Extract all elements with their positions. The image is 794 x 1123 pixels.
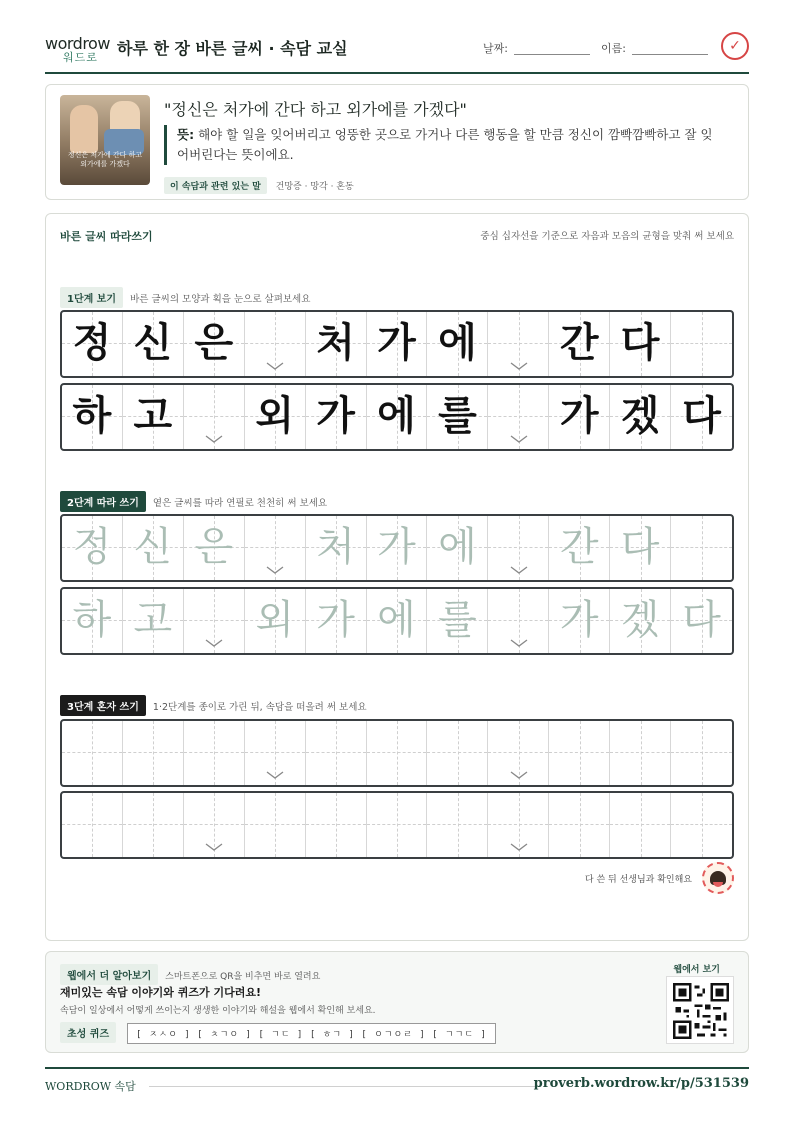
related-tag: 이 속담과 관련 있는 말 xyxy=(164,177,267,194)
step3-desc: 1·2단계를 종이로 가린 뒤, 속담을 떠올려 써 보세요 xyxy=(152,702,367,713)
grid-cell xyxy=(488,385,549,449)
grid-cell[interactable] xyxy=(671,516,732,580)
grid-cell xyxy=(610,385,671,449)
grid-character: 다 xyxy=(682,393,721,439)
date-label: 날짜: xyxy=(483,42,508,55)
grid-character: 고 xyxy=(133,597,173,643)
grid-cell[interactable] xyxy=(367,516,428,580)
practice-title: 바른 글씨 따라쓰기 xyxy=(60,230,153,243)
grid-cell xyxy=(427,385,488,449)
space-mark-icon xyxy=(510,843,528,851)
grid-character: 를 xyxy=(438,393,477,439)
logo-text: wordrow xyxy=(45,34,110,53)
grid-cell xyxy=(549,385,610,449)
grid-cell[interactable] xyxy=(367,721,428,785)
grid-cell[interactable] xyxy=(610,721,671,785)
grid-cell[interactable] xyxy=(62,721,123,785)
step3-row2[interactable] xyxy=(60,791,734,859)
web-info-box xyxy=(45,951,749,1053)
grid-character: 다 xyxy=(620,524,660,570)
space-mark-icon xyxy=(510,362,528,370)
web-badge: 웹에서 더 알아보기 xyxy=(60,964,158,985)
grid-character: 다 xyxy=(682,597,721,643)
grid-character: 가 xyxy=(377,524,416,570)
step3-header xyxy=(60,695,367,716)
space-mark-icon xyxy=(266,362,284,370)
grid-character: 신 xyxy=(133,524,173,570)
meaning-label: 뜻: xyxy=(177,127,195,142)
grid-cell[interactable] xyxy=(306,793,367,857)
web-description: 속담이 일상에서 어떻게 쓰이는지 생생한 이야기와 해설을 웹에서 확인해 보세요. xyxy=(60,1006,376,1016)
grid-cell[interactable] xyxy=(184,589,245,653)
grid-cell[interactable] xyxy=(549,721,610,785)
grid-character: 를 xyxy=(438,597,477,643)
grid-cell[interactable] xyxy=(62,589,123,653)
step2-row1[interactable] xyxy=(60,514,734,582)
grid-character: 신 xyxy=(133,320,173,366)
practice-hint: 중심 십자선을 기준으로 자음과 모음의 균형을 맞춰 써 보세요 xyxy=(480,231,734,242)
grid-cell[interactable] xyxy=(123,589,184,653)
grid-cell[interactable] xyxy=(488,721,549,785)
footer-brand: WORDROW 속담 xyxy=(45,1080,136,1093)
initial-quiz xyxy=(60,1022,496,1044)
grid-character: 하 xyxy=(72,393,112,439)
grid-cell xyxy=(306,312,367,376)
grid-cell[interactable] xyxy=(123,721,184,785)
grid-cell xyxy=(488,312,549,376)
grid-cell[interactable] xyxy=(610,589,671,653)
illustration-caption: 정신은 처가에 간다 하고 외가에를 가겠다 xyxy=(67,151,143,168)
grid-cell[interactable] xyxy=(549,589,610,653)
grid-cell[interactable] xyxy=(123,516,184,580)
step1-row2 xyxy=(60,383,734,451)
grid-character: 다 xyxy=(620,320,660,366)
grid-character: 외 xyxy=(255,393,294,439)
step3-badge: 3단계 혼자 쓰기 xyxy=(60,695,146,716)
grid-character: 간 xyxy=(559,320,599,366)
related-words-text: 건망증 · 망각 · 혼동 xyxy=(275,182,354,192)
step2-desc: 옅은 글씨를 따라 연필로 천천히 써 보세요 xyxy=(152,498,328,509)
quiz-box: [ ㅈㅅㅇ ] [ ㅊㄱㅇ ] [ ㄱㄷ ] [ ㅎㄱ ] [ ㅇㄱㅇㄹ ] [ ㄱㄱㄷ ] xyxy=(127,1023,496,1044)
check-note: 다 쓴 뒤 선생님과 확인해요 xyxy=(584,875,692,885)
step1-desc: 바른 글씨의 모양과 획을 눈으로 살펴보세요 xyxy=(130,294,311,305)
proverb-meaning xyxy=(164,125,724,165)
quiz-label: 초성 퀴즈 xyxy=(60,1022,116,1043)
grid-character: 가 xyxy=(316,393,355,439)
grid-character: 가 xyxy=(377,320,416,366)
grid-cell[interactable] xyxy=(427,516,488,580)
grid-cell xyxy=(671,385,732,449)
grid-cell[interactable] xyxy=(245,721,306,785)
grid-cell xyxy=(367,385,428,449)
grid-cell[interactable] xyxy=(488,793,549,857)
grid-character: 외 xyxy=(255,597,294,643)
step2-header xyxy=(60,491,327,512)
proverb-card xyxy=(45,84,749,200)
grid-cell xyxy=(62,312,123,376)
space-mark-icon xyxy=(266,566,284,574)
grid-character: 에 xyxy=(438,524,477,570)
grid-cell[interactable] xyxy=(427,589,488,653)
grid-cell[interactable] xyxy=(549,516,610,580)
grid-cell[interactable] xyxy=(671,721,732,785)
grid-cell xyxy=(367,312,428,376)
grid-character: 처 xyxy=(316,320,355,366)
grid-cell xyxy=(427,312,488,376)
teacher-stamp-icon xyxy=(702,862,734,894)
check-stamp-icon: ✓ xyxy=(721,32,749,60)
step3-row1[interactable] xyxy=(60,719,734,787)
name-field[interactable] xyxy=(601,40,708,56)
grid-cell[interactable] xyxy=(184,516,245,580)
grid-cell xyxy=(610,312,671,376)
grid-cell[interactable] xyxy=(549,793,610,857)
grid-character: 겠 xyxy=(620,393,660,439)
practice-section xyxy=(45,213,749,941)
space-mark-icon xyxy=(205,639,223,647)
grid-cell[interactable] xyxy=(671,589,732,653)
grid-cell[interactable] xyxy=(367,589,428,653)
grid-cell[interactable] xyxy=(427,793,488,857)
grid-cell[interactable] xyxy=(184,721,245,785)
space-mark-icon xyxy=(266,771,284,779)
date-field[interactable] xyxy=(483,40,590,56)
grid-cell[interactable] xyxy=(245,793,306,857)
footer-url[interactable]: proverb.wordrow.kr/p/531539 xyxy=(533,1076,749,1091)
grid-character: 하 xyxy=(72,597,112,643)
space-mark-icon xyxy=(510,639,528,647)
grid-character: 가 xyxy=(316,597,355,643)
grid-cell[interactable] xyxy=(306,721,367,785)
grid-cell xyxy=(123,385,184,449)
space-mark-icon xyxy=(205,843,223,851)
grid-cell xyxy=(245,312,306,376)
grid-cell[interactable] xyxy=(62,793,123,857)
grid-character: 정 xyxy=(72,320,112,366)
grid-character: 가 xyxy=(559,597,599,643)
grid-cell xyxy=(549,312,610,376)
grid-cell[interactable] xyxy=(306,589,367,653)
web-title xyxy=(60,964,320,985)
grid-character: 에 xyxy=(377,393,416,439)
page-header xyxy=(45,28,749,74)
space-mark-icon xyxy=(510,771,528,779)
qr-label: 웹에서 보기 xyxy=(673,965,720,975)
grid-character: 가 xyxy=(559,393,599,439)
step2-row2[interactable] xyxy=(60,587,734,655)
grid-cell[interactable] xyxy=(671,793,732,857)
grid-character: 고 xyxy=(133,393,173,439)
grid-character: 은 xyxy=(194,320,234,366)
grid-cell xyxy=(245,385,306,449)
step2-badge: 2단계 따라 쓰기 xyxy=(60,491,146,512)
grid-character: 간 xyxy=(559,524,599,570)
grid-character: 처 xyxy=(316,524,355,570)
grid-cell[interactable] xyxy=(306,516,367,580)
web-headline: 재미있는 속담 이야기와 퀴즈가 기다려요! xyxy=(60,986,261,999)
grid-cell[interactable] xyxy=(123,793,184,857)
grid-character: 은 xyxy=(194,524,234,570)
grid-cell xyxy=(306,385,367,449)
step1-badge: 1단계 보기 xyxy=(60,287,123,308)
grid-cell[interactable] xyxy=(488,516,549,580)
proverb-text: "정신은 처가에 간다 하고 외가에를 가겠다" xyxy=(164,100,467,119)
wordrow-logo xyxy=(45,34,110,64)
grid-cell[interactable] xyxy=(427,721,488,785)
grid-character: 에 xyxy=(438,320,477,366)
grid-cell[interactable] xyxy=(610,793,671,857)
space-mark-icon xyxy=(510,566,528,574)
grid-cell[interactable] xyxy=(62,516,123,580)
grid-cell xyxy=(184,385,245,449)
related-words xyxy=(164,177,354,194)
grid-cell[interactable] xyxy=(488,589,549,653)
grid-cell[interactable] xyxy=(367,793,428,857)
grid-cell xyxy=(671,312,732,376)
grid-cell xyxy=(123,312,184,376)
proverb-illustration xyxy=(60,95,150,185)
grid-cell[interactable] xyxy=(184,793,245,857)
page-title: 하루 한 장 바른 글씨 · 속담 교실 xyxy=(117,39,348,58)
step1-header xyxy=(60,287,310,308)
grid-character: 겠 xyxy=(620,597,660,643)
grid-character: 정 xyxy=(72,524,112,570)
grid-cell[interactable] xyxy=(245,516,306,580)
space-mark-icon xyxy=(510,435,528,443)
page-footer xyxy=(45,1067,749,1097)
grid-cell[interactable] xyxy=(245,589,306,653)
space-mark-icon xyxy=(205,435,223,443)
web-subtitle: 스마트폰으로 QR을 비추면 바로 열려요 xyxy=(165,972,321,982)
grid-cell xyxy=(62,385,123,449)
qr-code-icon[interactable] xyxy=(666,976,734,1044)
step1-row1 xyxy=(60,310,734,378)
grid-cell[interactable] xyxy=(610,516,671,580)
logo-subtext: 워드로 xyxy=(63,51,98,64)
name-label: 이름: xyxy=(601,42,626,55)
grid-cell xyxy=(184,312,245,376)
meaning-text: 해야 할 일을 잊어버리고 엉뚱한 곳으로 가거나 다른 행동을 할 만큼 정신이 깜빡깜빡하고 잘 잊어버린다는 뜻이에요. xyxy=(177,127,713,162)
grid-character: 에 xyxy=(377,597,416,643)
